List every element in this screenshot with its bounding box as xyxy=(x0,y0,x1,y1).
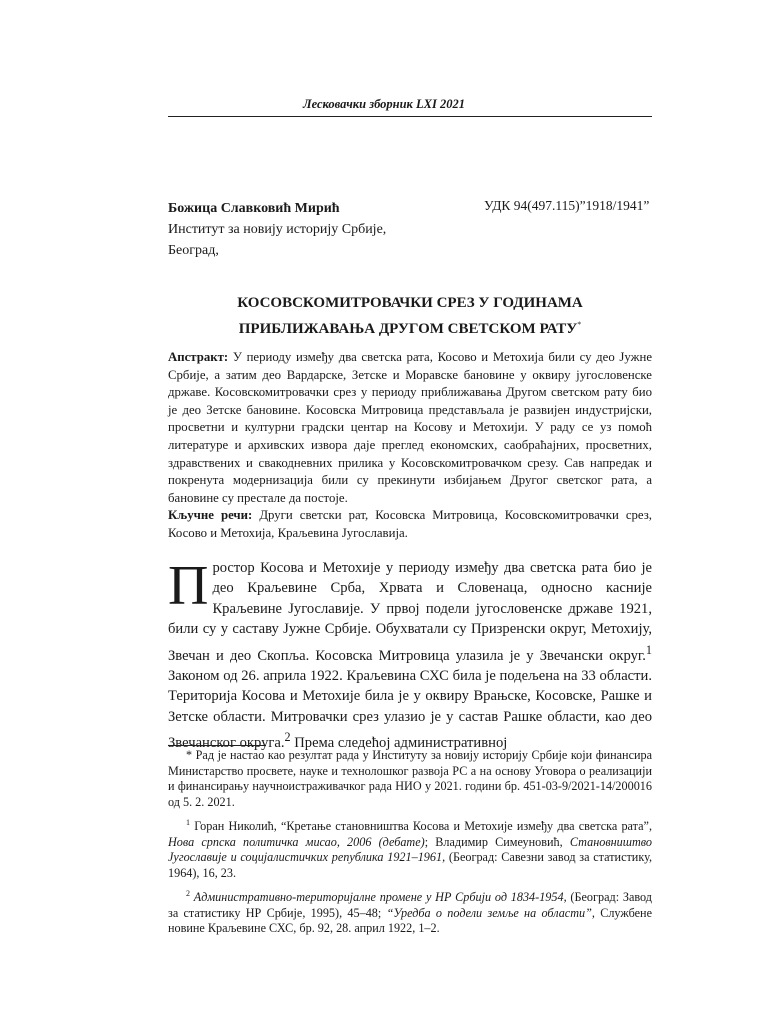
body-paragraph xyxy=(168,555,652,753)
drop-cap: П xyxy=(168,555,209,617)
footnote-2-text-c: “Уредба о подели земље на области”, xyxy=(386,905,595,920)
footnote-1-text-c: ; Владимир Симеуновић, xyxy=(424,834,570,849)
footnote-rule xyxy=(168,745,266,746)
footnote-2-text-a: Административно-територијалне промене у НР Србији од 1834-1954, xyxy=(190,890,567,905)
footnote-1-text-b: Нова српска политичка мисао, 2006 (дебате) xyxy=(168,834,425,849)
body-text-part-2: Законом од 26. априла 1922. Краљевина СХС била је подељена на 33 области. Територија Косова и Метохије била је у оквиру Врањске, Косовске, Рашке и Зетске области. Митровачки срез улазио је у састав Рашке области, као део Звечанског округа. xyxy=(168,667,652,751)
footnote-2 xyxy=(168,886,652,937)
udk-code: УДК 94(497.115)”1918/1941” xyxy=(484,198,650,213)
header-rule xyxy=(168,116,652,117)
footnote-2-mark: 2 xyxy=(186,889,190,899)
author-block xyxy=(168,198,468,261)
keywords xyxy=(168,507,652,542)
title-footnote-mark: * xyxy=(577,320,582,329)
abstract-text: У периоду између два светска рата, Косово и Метохија били су део Јужне Србије, а затим део Вардарске, Зетске и Моравске бановине у оквиру југословенске државе. Косовскомитровачки срез у периоду приближавања Другом светском рату био је део Зетске бановине. Косовска Митровица представљала је развијен индустријски, просветни и културни градски центар на Косову и Метохији. У раду се уз помоћ литературе и архивских извора даје преглед економских, саобраћајних, просветних, здравствених и свакодневних прилика у Косовскомитровачком срезу. Сав напредак и покренута модернизација били су прекинути избијањем Другог светског рата, а бановине су престале да постоје. xyxy=(168,350,652,505)
footnote-ref-2[interactable]: 2 xyxy=(284,730,291,745)
footnote-star-text: Рад је настао као резултат рада у Институту за новију историју Србије који финансира Министарство просвете, науке и технолошког развоја РС а на основу Уговора о реализацији и финансирању научноистраживачког рада НИО у 2021. години бр. 451-03-9/2021-14/200016 од 5. 2. 2021. xyxy=(168,748,652,809)
title-line-2-text: ПРИБЛИЖАВАЊА ДРУГОМ СВЕТСКОМ РАТУ xyxy=(238,321,578,337)
keywords-label: Кључне речи: xyxy=(168,508,253,522)
footnote-ref-1[interactable]: 1 xyxy=(645,642,652,657)
footnote-2-text-b: (Београд: Завод за статистику НР Србије, 1995), 45–48; xyxy=(168,890,652,920)
keywords-text: Други светски рат, Косовска Митровица, Косовскомитровачки срез, Косово и Метохија, Краљевина Југославија. xyxy=(168,508,652,540)
footnote-1-text-a: Горан Николић, “Кретање становништва Косова и Метохије између два светска рата”, xyxy=(190,819,652,834)
article-title xyxy=(168,293,652,340)
abstract-label: Апстракт: xyxy=(168,350,229,364)
footnotes xyxy=(168,748,652,942)
body-text-part-1: ростор Косова и Метохије у периоду између два светска рата био је део Краљевине Срба, Хрвата и Словенаца, односно касније Краљевине Југославије. У првој подели југословенске државе 1921, били су у саставу Јужне Србије. Обухватали су Призренски округ, Метохију, Звечан и део Скопља. Косовска Митровица улазила је у Звечански округ. xyxy=(168,560,652,664)
title-line-1: КОСОВСКОМИТРОВАЧКИ СРЕЗ У ГОДИНАМА xyxy=(237,295,583,311)
footnote-1-text-e: (Београд: Савезни завод за статистику, 1964), 16, 23. xyxy=(168,850,652,880)
footnote-1-mark: 1 xyxy=(186,818,190,827)
title-line-2 xyxy=(168,314,652,340)
running-head: Лесковачки зборник LXI 2021 xyxy=(303,97,465,111)
author-name: Божица Славковић Мирић xyxy=(168,201,340,216)
footnote-2-text-d: Службене новине Краљевине СХС, бр. 92, 28. април 1922, 1–2. xyxy=(168,905,652,936)
body-text-part-3: Према следећој административној xyxy=(290,734,508,751)
footnote-1 xyxy=(168,815,652,881)
footnote-star-mark: * xyxy=(186,748,193,762)
author-city: Београд, xyxy=(168,243,219,258)
footnote-1-text-d: Становништво Југославије и социјалистичких република 1921–1961, xyxy=(168,834,653,865)
footnote-star xyxy=(168,748,652,810)
author-affiliation: Институт за новију историју Србије, xyxy=(168,222,387,237)
abstract xyxy=(168,349,652,507)
